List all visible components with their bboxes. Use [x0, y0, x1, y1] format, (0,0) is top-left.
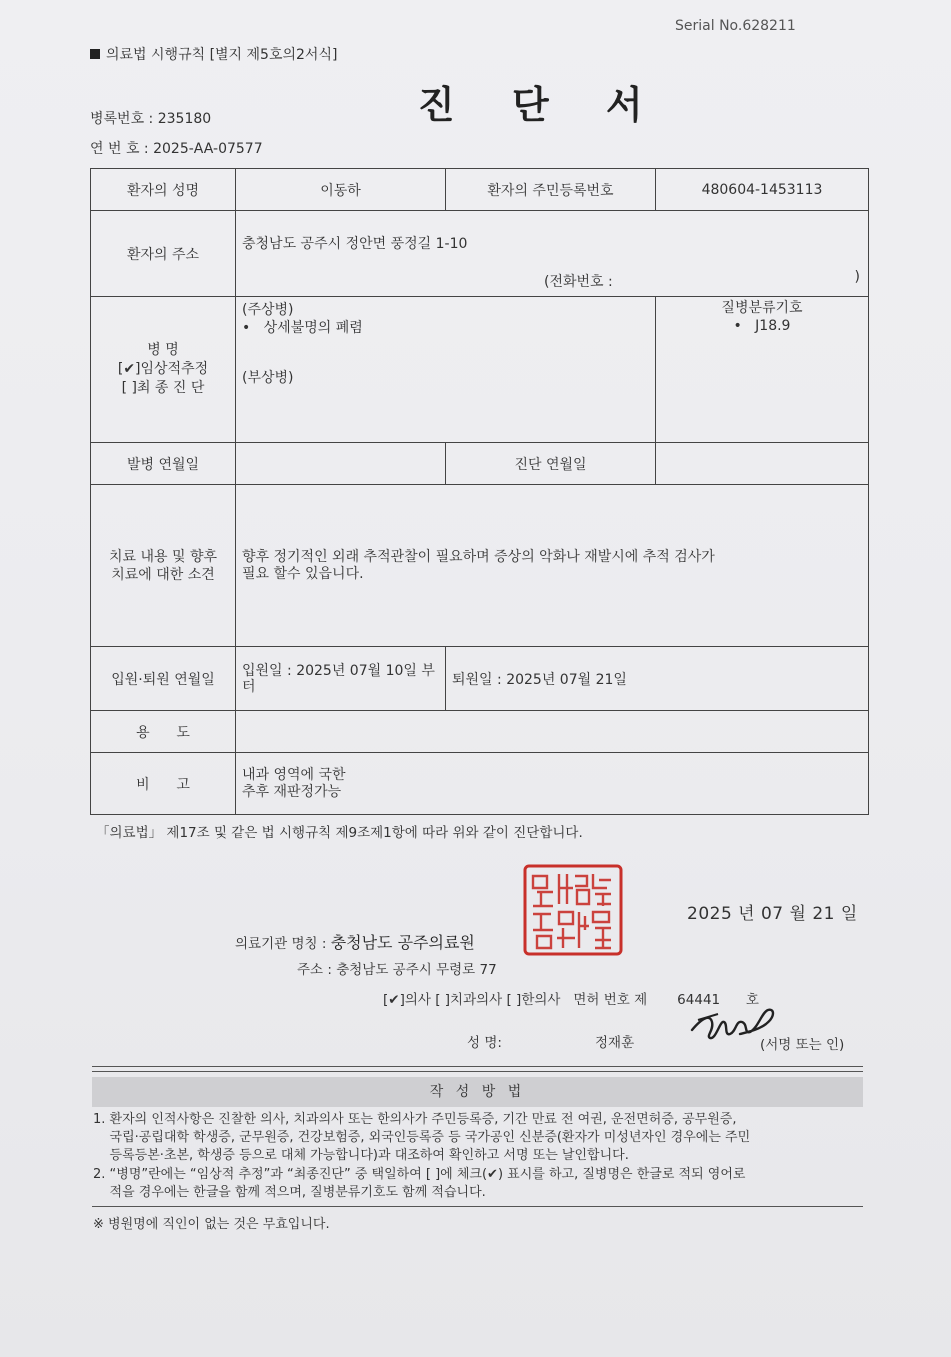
patient-address-value: 충청남도 공주시 정안면 풍정길 1-10 [242, 236, 468, 252]
certification-notice: 「의료법」 제17조 및 같은 법 시행규칙 제9조제1항에 따라 위와 같이 진단합니다. [96, 825, 583, 841]
treatment-opinion: 향후 정기적인 외래 추적관찰이 필요하며 증상의 악화나 재발시에 추적 검사가 필요 할수 있읍니다. [236, 485, 869, 647]
instructions-title: 작 성 방 법 [92, 1077, 863, 1107]
diagnosis-table [90, 168, 869, 815]
square-bullet-icon [90, 49, 100, 59]
remarks-value: 내과 영역에 국한 추후 재판정가능 [236, 753, 869, 815]
signer-name: 정재훈 [595, 1035, 635, 1051]
discharge-date: 퇴원일 : 2025년 07월 21일 [446, 647, 869, 711]
clinical-checkbox[interactable]: [✔] [117, 361, 141, 377]
onset-date-value [236, 443, 446, 485]
table-row [91, 211, 869, 297]
admission-date: 입원일 : 2025년 07월 10일 부 터 [236, 647, 446, 711]
disease-code-label: 질병분류기호 [721, 300, 803, 316]
patient-rrn-value: 480604-1453113 [656, 169, 869, 211]
diagnosis-date-value [656, 443, 869, 485]
record-number: 병록번호 : 235180 [90, 111, 212, 127]
table-row [91, 753, 869, 815]
main-disease-item: • 상세불명의 폐렴 [242, 320, 363, 336]
table-row [91, 443, 869, 485]
signer-label: 성 명: [467, 1035, 502, 1051]
doctor-type: [✔]의사 [ ]치과의사 [ ]한의사 [383, 992, 561, 1008]
table-row [91, 647, 869, 711]
table-row [91, 485, 869, 647]
license-line: [✔]의사 [ ]치과의사 [ ]한의사 면허 번호 제 64441 호 [383, 992, 759, 1008]
instruction-item-2: 2. “병명”란에는 “임상적 추정”과 “최종진단” 중 택일하여 [ ]에 체크(✔) 표시를 하고, 질병명은 한글로 적되 영어로 적을 경우에는 한글을 함께 적으며, 질병분류기호도 함께 적습니다. [93, 1167, 746, 1200]
bullet-icon: • [733, 318, 742, 334]
form-number: 의료법 시행규칙 [별지 제5호의2서식] [90, 44, 337, 64]
divider [92, 1071, 863, 1072]
disease-label: 병 명 [147, 342, 179, 358]
document-title: 진 단 서 [418, 83, 665, 127]
patient-name-label: 환자의 성명 [91, 169, 236, 211]
disease-code-cell [656, 297, 869, 443]
table-row [91, 297, 869, 443]
phone-close: ) [854, 269, 860, 285]
hospital-seal-icon [519, 862, 625, 958]
remarks-label: 비 고 [91, 753, 236, 815]
patient-rrn-label: 환자의 주민등록번호 [446, 169, 656, 211]
onset-date-label: 발병 연월일 [91, 443, 236, 485]
purpose-value [236, 711, 869, 753]
table-row [91, 169, 869, 211]
admission-label: 입원·퇴원 연월일 [91, 647, 236, 711]
disease-code-item: • J18.9 [733, 318, 791, 334]
patient-address-cell [236, 211, 869, 297]
footnote: ※ 병원명에 직인이 없는 것은 무효입니다. [93, 1217, 330, 1232]
diagnosis-cell [236, 297, 656, 443]
clinical-estimate-option[interactable]: [✔]임상적추정 [117, 361, 209, 377]
diagnosis-date-label: 진단 연월일 [446, 443, 656, 485]
divider [92, 1206, 863, 1207]
divider [92, 1066, 863, 1067]
purpose-label: 용 도 [91, 711, 236, 753]
patient-address-label: 환자의 주소 [91, 211, 236, 297]
instruction-item-1: 1. 환자의 인적사항은 진찰한 의사, 치과의사 또는 한의사가 주민등록증, 기간 만료 전 여권, 운전면허증, 공무원증, 국립·공립대학 학생증, 군무원증, 건강보험증, 외국인등록증 등 국가공인 신분증(환자가 미성년자인 경우에는 주민 등록등본·초본, 학생증 등으로 대체 가능합니다)과 대조하여 확인하고 서명 또는 날인합니다. [93, 1112, 751, 1163]
sequence-number: 연 번 호 : 2025-AA-07577 [90, 141, 263, 157]
institution-address: 주소 : 충청남도 공주시 무령로 77 [297, 962, 497, 978]
sub-disease-label: (부상병) [242, 370, 294, 386]
final-checkbox[interactable]: [ ] [121, 380, 137, 396]
license-number: 64441 [677, 992, 721, 1008]
institution-name: 의료기관 명칭 : 충청남도 공주의료원 [235, 933, 475, 952]
bullet-icon: • [242, 320, 251, 336]
patient-name-value: 이동하 [236, 169, 446, 211]
final-diagnosis-option[interactable]: [ ]최 종 진 단 [121, 380, 205, 396]
phone-label: (전화번호 : [544, 274, 613, 290]
table-row [91, 711, 869, 753]
sign-note: (서명 또는 인) [760, 1037, 845, 1053]
issue-date: 2025 년 07 월 21 일 [687, 904, 858, 924]
serial-number: Serial No.628211 [675, 18, 796, 34]
treatment-label: 치료 내용 및 향후 치료에 대한 소견 [91, 485, 236, 647]
disease-label-cell [91, 297, 236, 443]
main-disease-label: (주상병) [242, 302, 294, 318]
